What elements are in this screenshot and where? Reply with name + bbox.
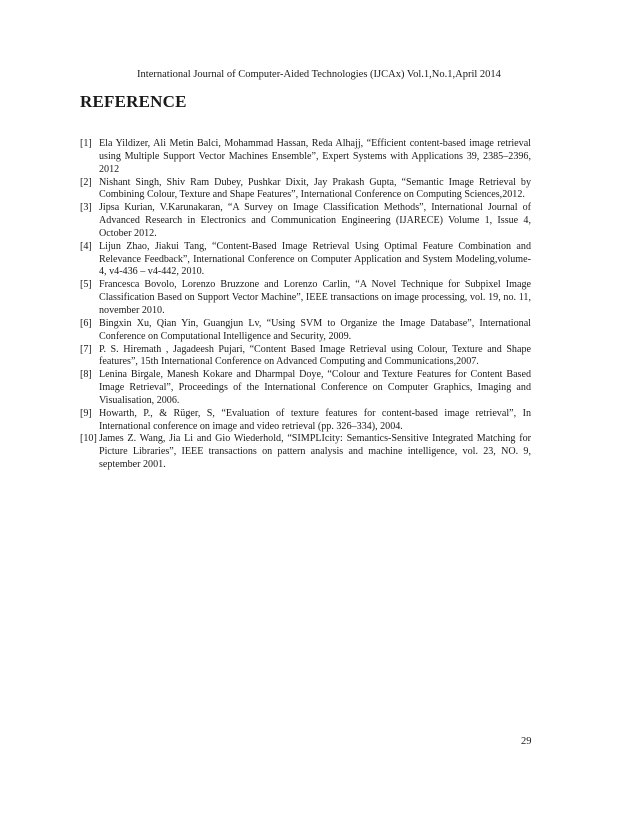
reference-text: Bingxin Xu, Qian Yin, Guangjun Lv, “Using SVM to Organize the Image Database”, International Conference on Computational Intelligence and Security, 2009. (99, 317, 531, 342)
reference-number: [7] (80, 343, 92, 355)
reference-text: Lijun Zhao, Jiakui Tang, “Content-Based Image Retrieval Using Optimal Feature Combination and Relevance Feedback”, International Conference on Computer Application and System Modeling,volume-4, v4-436 – v4-442, 2010. (99, 240, 531, 278)
reference-text: James Z. Wang, Jia Li and Gio Wiederhold, “SIMPLIcity: Semantics-Sensitive Integrated Matching for Picture Libraries”, IEEE transactions on pattern analysis and machine intelligence, vol. 23, NO. 9, september 2001. (99, 433, 531, 471)
page-number: 29 (521, 736, 532, 747)
reference-item (80, 202, 531, 241)
running-header: International Journal of Computer-Aided Technologies (IJCAx) Vol.1,No.1,April 2014 (137, 69, 501, 80)
reference-text: Francesca Bovolo, Lorenzo Bruzzone and Lorenzo Carlin, “A Novel Technique for Subpixel Image Classification Based on Support Vector Machine”, IEEE transactions on image processing, vol. 19, no. 11, november 2010. (99, 279, 531, 316)
reference-list (80, 138, 531, 472)
reference-text: Howarth, P., & Rüger, S, “Evaluation of texture features for content-based image retrieval”, In International conference on image and video retrieval (pp. 326–334), 2004. (99, 407, 531, 432)
reference-number: [9] (80, 407, 92, 419)
reference-number: [5] (80, 279, 92, 291)
reference-item (80, 344, 531, 370)
reference-number: [8] (80, 369, 92, 381)
reference-number: [4] (80, 240, 92, 252)
section-title: REFERENCE (80, 92, 187, 111)
reference-item (80, 318, 531, 344)
reference-item (80, 177, 531, 203)
reference-text: Ela Yildizer, Ali Metin Balci, Mohammad Hassan, Reda Alhajj, “Efficient content-based image retrieval using Multiple Support Vector Machines Ensemble”, Expert Systems with Applications 39, 2385–2396, 2012 (99, 138, 531, 175)
reference-text: Jipsa Kurian, V.Karunakaran, “A Survey on Image Classification Methods”, International Journal of Advanced Research in Electronics and Communication Engineering (IJARECE) Volume 1, Issue 4, October 2012. (99, 202, 531, 239)
reference-item (80, 369, 531, 408)
reference-text: Nishant Singh, Shiv Ram Dubey, Pushkar Dixit, Jay Prakash Gupta, “Semantic Image Retrieval by Combining Colour, Texture and Shape Features”, International Conference on Computing Sciences,2012. (99, 176, 531, 201)
reference-number: [2] (80, 176, 92, 188)
reference-item (80, 279, 531, 318)
reference-item (80, 138, 531, 177)
reference-text: Lenina Birgale, Manesh Kokare and Dharmpal Doye, “Colour and Texture Features for Content Based Image Retrieval”, Proceedings of the International Conference on Computer Graphics, Imaging and Visualisation, 2006. (99, 369, 531, 406)
reference-item (80, 433, 531, 472)
reference-text: P. S. Hiremath , Jagadeesh Pujari, “Content Based Image Retrieval using Colour, Texture and Shape features”, 15th International Conference on Advanced Computing and Communications,2007. (99, 343, 531, 368)
reference-number: [6] (80, 317, 92, 329)
reference-item (80, 408, 531, 434)
reference-number: [3] (80, 202, 92, 214)
reference-number: [10] (80, 433, 97, 445)
reference-number: [1] (80, 138, 92, 149)
reference-item (80, 241, 531, 280)
